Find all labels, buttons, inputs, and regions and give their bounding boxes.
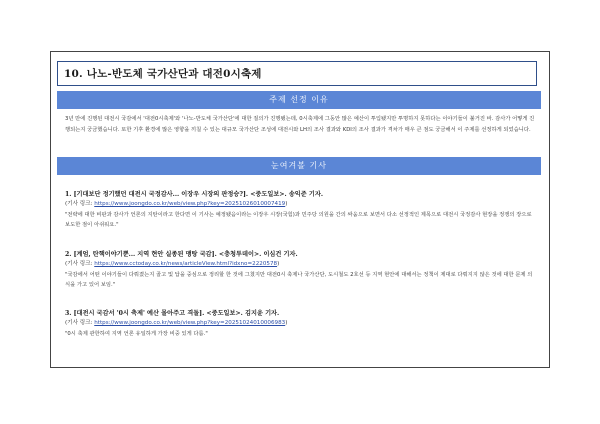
link-label: (기사 링크: xyxy=(65,201,95,207)
article-comment: "전략에 대한 비판과 감사가 언론의 지탄이라고 한다면 이 기사는 예정됐음이라는 이장우 시장(국힘)과 민주당 의원을 간의 싸움으로 보면서 다소 선정적인 제목으로 대전시 국정감사 현장을 정쟁의 장으로 보도한 점이 아쉬워요." xyxy=(65,211,532,228)
article-link-line xyxy=(65,319,537,329)
article-2 xyxy=(65,250,537,290)
article-3 xyxy=(65,309,537,339)
link-label: (기사 링크: xyxy=(65,320,95,326)
link-close: ) xyxy=(277,261,280,267)
article-1 xyxy=(65,190,537,230)
section-header-purpose: 주제 선정 이유 xyxy=(57,91,541,109)
purpose-paragraph: 3년 만에 진행된 대전시 국감에서 '대전0시축제'와 '나노-반도체 국가산단'에 대한 질의가 진행됐는데, 0시축제에 그동안 많은 예산이 투입됐지만 투명하지 못하다는 이야기들이 불거진 바. 감사가 어떻게 진행되는지 궁금했습니다. 또한 기후 환경에 많은 영향을 끼칠 수 있는 대규모 국가산단 조성에 대전시와 LH의 조사 결과와 KDI의 조사 결과가 격차가 매우 큰 점도 궁금해서 이 주제를 선정하게 되었습니다. xyxy=(65,116,535,133)
article-comment: "0시 축제 관한하여 지역 언론 유일하게 가장 비중 있게 다룸." xyxy=(65,330,208,337)
article-headline: 1. [기대보단 정기했던 대전시 국정감사... 이장우 시장의 판정승?]. <중도일보>. 송익준 기자. xyxy=(65,191,324,198)
article-headline: 2. [계엄, 탄핵이야기뿐... 지역 현안 실종된 맹탕 국감]. <충청투데이>. 이심건 기자. xyxy=(65,251,298,258)
article-link[interactable]: https://www.joongdo.co.kr/web/view.php?key=20251026010007419 xyxy=(94,201,286,207)
link-label: (기사 링크: xyxy=(65,261,95,267)
article-comment: "국감에서 어떤 이야기들이 다뤄졌는지 골고 및 답을 중심으로 정리할 한 것에 그쳤지만 대전0시 축제나 국가산단, 도시철도 2호선 등 지역 현안에 대해서는 정책이 제대로 다뤄지지 않은 것에 대한 문제 의식을 가고 있어 보임." xyxy=(65,271,533,288)
article-headline: 3. [대전시 국감서 '0시 축제' 예산 몰아주고 격돌]. <중도일보>. 김지윤 기자. xyxy=(65,310,280,317)
page-title: 10. 나노-반도체 국가산단과 대전0시축제 xyxy=(57,61,537,86)
section-header-news: 눈여겨볼 기사 xyxy=(57,157,541,175)
article-link-line xyxy=(65,200,537,210)
article-link[interactable]: https://www.cctoday.co.kr/news/articleView.html?idxno=2220578 xyxy=(94,261,278,267)
link-close: ) xyxy=(285,201,288,207)
article-link-line xyxy=(65,260,537,270)
link-close: ) xyxy=(285,320,288,326)
article-link[interactable]: https://www.joongdo.co.kr/web/view.php?key=20251024010006983 xyxy=(94,320,286,326)
